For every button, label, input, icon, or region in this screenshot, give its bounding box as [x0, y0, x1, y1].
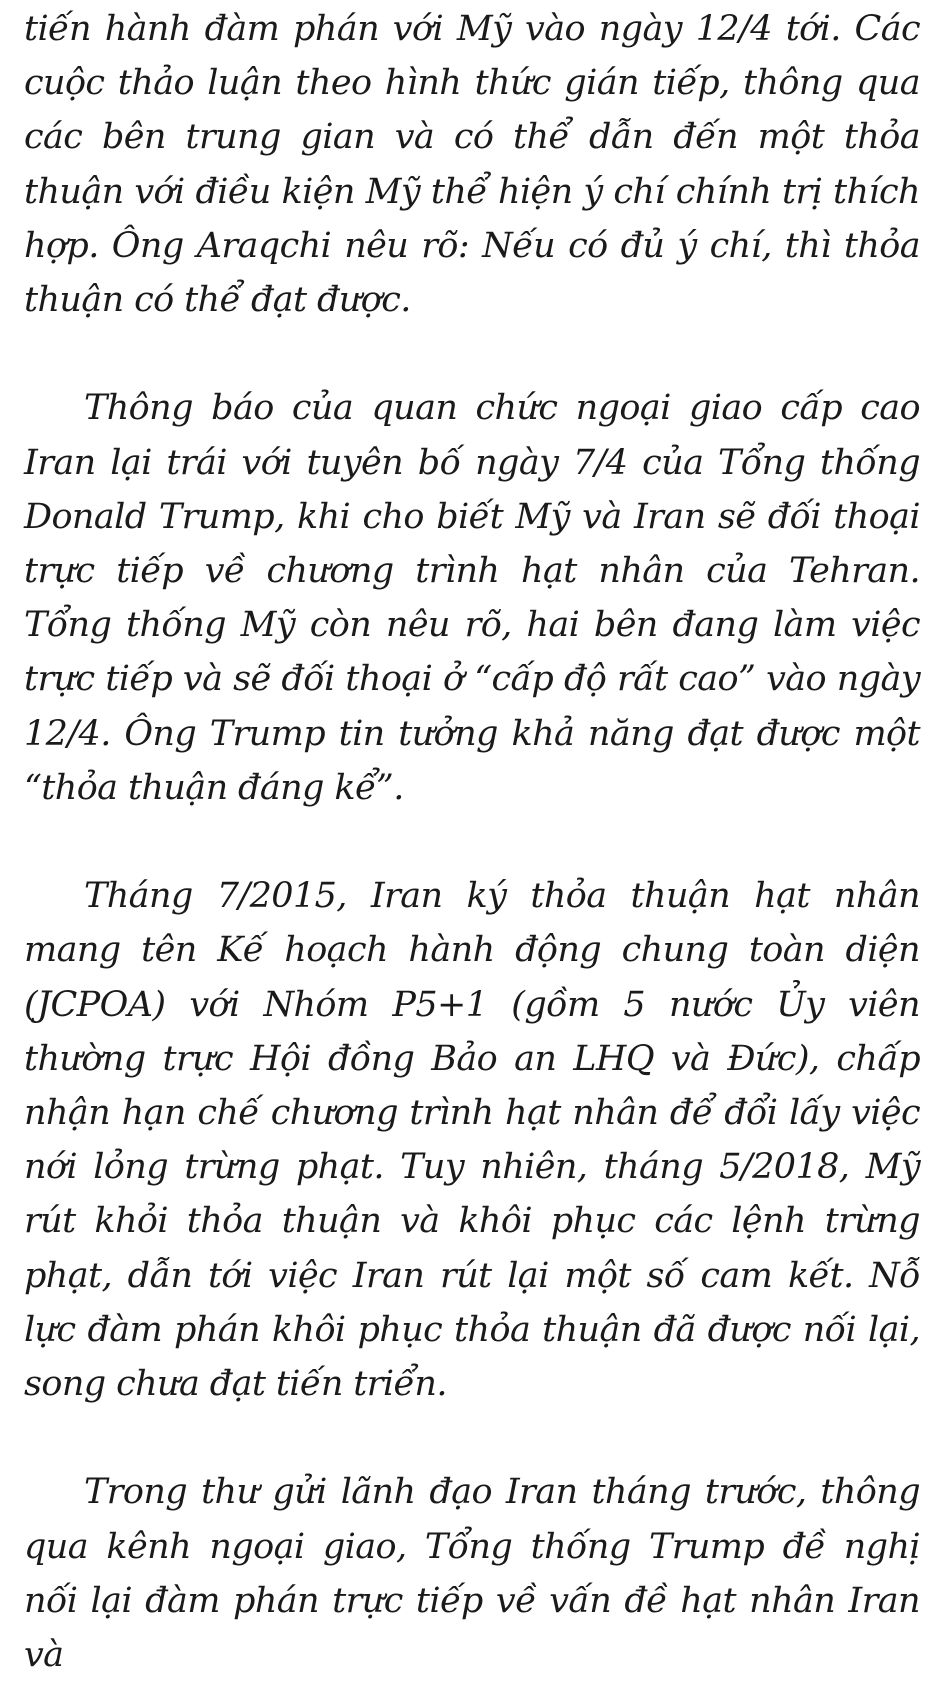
paragraph-trump-letter: Trong thư gửi lãnh đạo Iran tháng trước, thông qua kênh ngoại giao, Tổng thống Trump đề nghị nối lại đàm phán trực tiếp về vấn đề hạt nhân Iran và	[24, 1472, 920, 1676]
paragraph-jcpoa-history: Tháng 7/2015, Iran ký thỏa thuận hạt nhân mang tên Kế hoạch hành động chung toàn diện (JCPOA) với Nhóm P5+1 (gồm 5 nước Ủy viên thường trực Hội đồng Bảo an LHQ và Đức), chấp nhận hạn chế chương trình hạt nhân để đổi lấy việc nới lỏng trừng phạt. Tuy nhiên, tháng 5/2018, Mỹ rút khỏi thỏa thuận và khôi phục các lệnh trừng phạt, dẫn tới việc Iran rút lại một số cam kết. Nỗ lực đàm phán khôi phục thỏa thuận đã được nối lại, song chưa đạt tiến triển.	[24, 876, 920, 1405]
article-body	[24, 2, 920, 1682]
paragraph-continuation: tiến hành đàm phán với Mỹ vào ngày 12/4 tới. Các cuộc thảo luận theo hình thức gián tiếp, thông qua các bên trung gian và có thể dẫn đến một thỏa thuận với điều kiện Mỹ thể hiện ý chí chính trị thích hợp. Ông Araqchi nêu rõ: Nếu có đủ ý chí, thì thỏa thuận có thể đạt được.	[24, 9, 920, 321]
paragraph-trump-statement: Thông báo của quan chức ngoại giao cấp cao Iran lại trái với tuyên bố ngày 7/4 của Tổng thống Donald Trump, khi cho biết Mỹ và Iran sẽ đối thoại trực tiếp về chương trình hạt nhân của Tehran. Tổng thống Mỹ còn nêu rõ, hai bên đang làm việc trực tiếp và sẽ đối thoại ở “cấp độ rất cao” vào ngày 12/4. Ông Trump tin tưởng khả năng đạt được một “thỏa thuận đáng kể”.	[24, 388, 920, 808]
